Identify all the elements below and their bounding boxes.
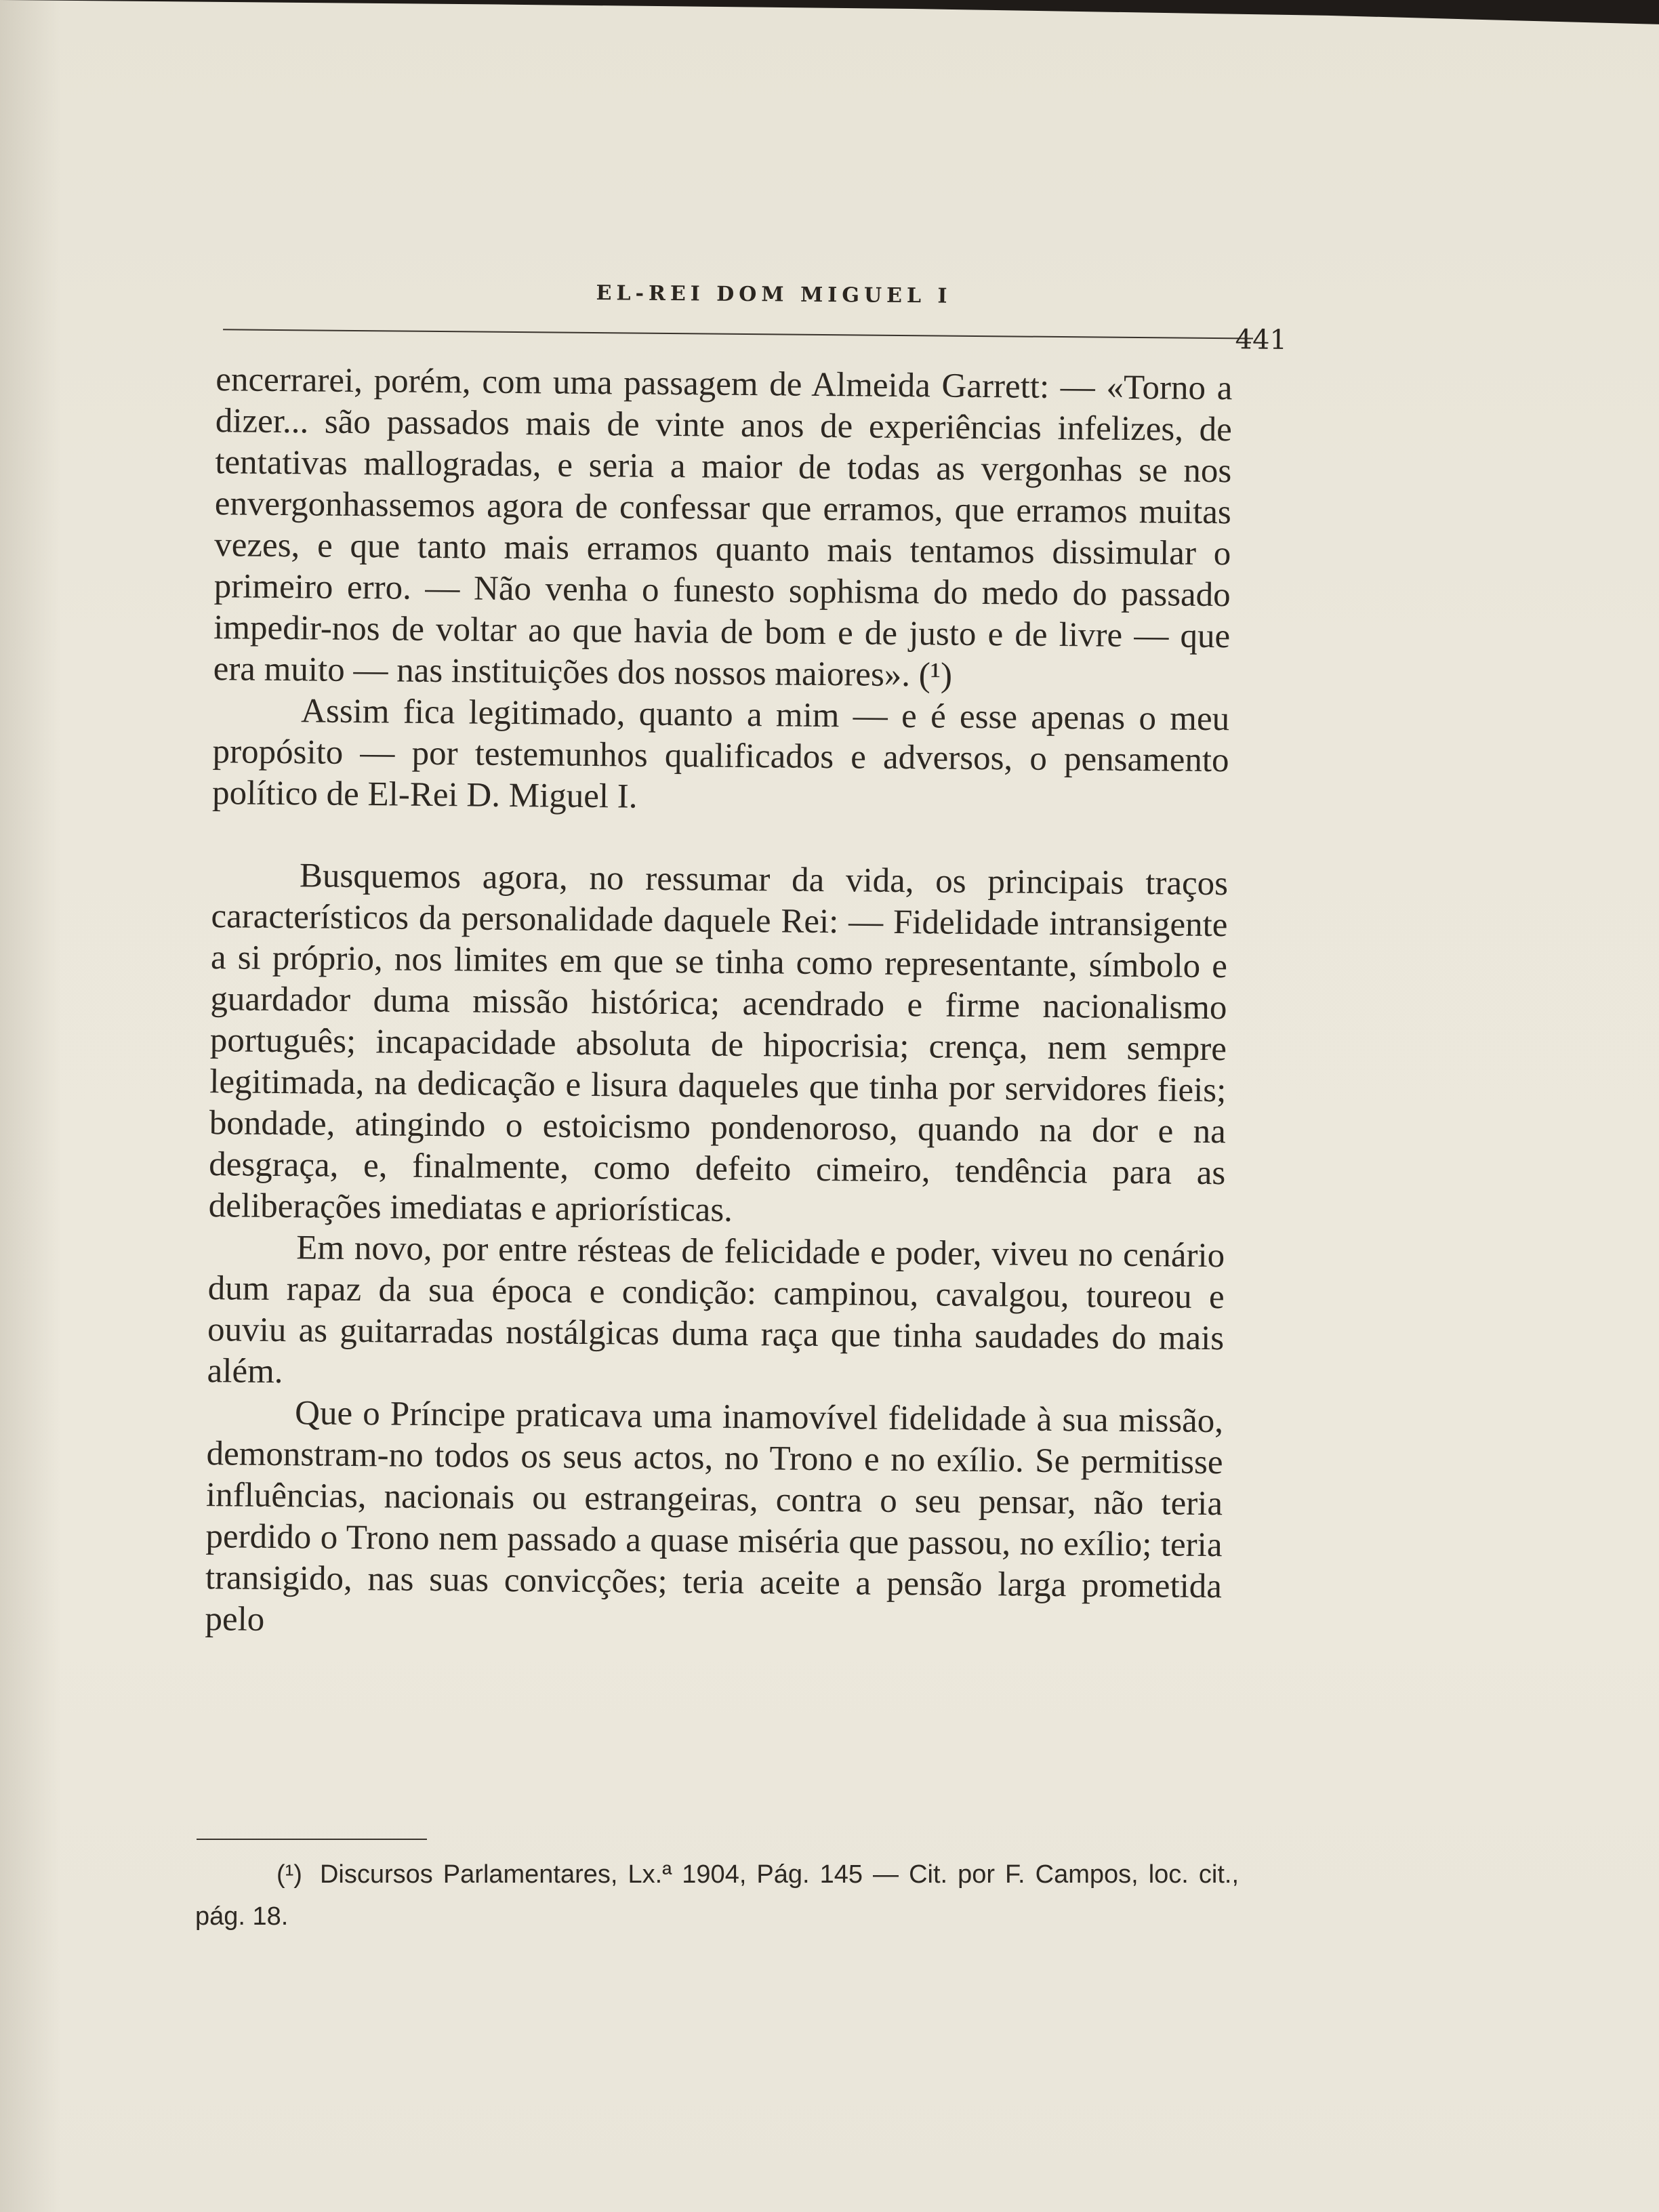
paragraph: Em novo, por entre résteas de felicidade e poder, viveu no cenário dum rapaz da sua época e condição: campinou, cavalgou, toureou e ouviu as guitarradas nostálgicas duma raça que tinha saudades do mais além. [207, 1229, 1225, 1391]
header-rule [223, 329, 1253, 339]
footnote [195, 1853, 1239, 1938]
page-number: 441 [1235, 324, 1288, 356]
body-text [191, 359, 1232, 1649]
footnote-entry [195, 1853, 1239, 1938]
paragraph: Busquemos agora, no ressumar da vida, os principais traços característicos da personalidade daquele Rei: — Fidelidade intransigente a si próprio, nos limites em que se tinha como representante, símbolo e guardador duma missão histórica; acendrado e firme nacionalismo português; incapacidade absoluta de hipocrisia; crença, nem sempre legitimada, na dedicação e lisura daqueles que tinha por servidores fieis; bondade, atingindo o estoicismo pondenoroso, quando na dor e na desgraça, e, finalmente, como defeito cimeiro, tendência para as deliberações imediatas e apriorísticas. [208, 857, 1229, 1229]
paragraph: Que o Príncipe praticava uma inamovível fidelidade à sua missão, demonstram-no todos os seus actos, no Trono e no exílio. Se permitisse influências, nacionais ou estrangeiras, contra o seu pensar, não teria perdido o Trono nem passado a quase miséria que passou, no exílio; teria transigido, nas suas convicções; teria aceite a pensão larga prometida pelo [205, 1394, 1224, 1639]
footnote-rule [197, 1839, 427, 1840]
running-title: EL-REI DOM MIGUEL I [596, 281, 952, 308]
page-header [203, 258, 1288, 369]
page-content [191, 258, 1288, 1650]
footnote-marker: (¹) [276, 1860, 302, 1889]
footnote-text: Discursos Parlamentares, Lx.ª 1904, Pág. 145 — Cit. por F. Campos, loc. cit., pág. 18. [195, 1860, 1239, 1931]
paragraph: Assim fica legitimado, quanto a mim — e é esse apenas o meu propósito — por testemunhos qualificados e adversos, o pensamento político de El-Rei D. Miguel I. [211, 692, 1230, 816]
gutter-shadow [0, 0, 61, 2212]
paragraph: encerrarei, porém, com uma passagem de Almeida Garrett: — «Torno a dizer... são passados mais de vinte anos de experiências infelizes, de tentativas mallogradas, e seria a maior de todas as vergonhas se nos envergonhassemos agora de confessar que erramos, que erramos muitas vezes, e que tanto mais erramos quanto mais tentamos dissimular o primeiro erro. — Não venha o funesto sophisma do medo do passado impedir-nos de voltar ao que havia de bom e de justo e de livre — que era muito — nas instituições dos nossos maiores». (¹) [213, 361, 1233, 695]
